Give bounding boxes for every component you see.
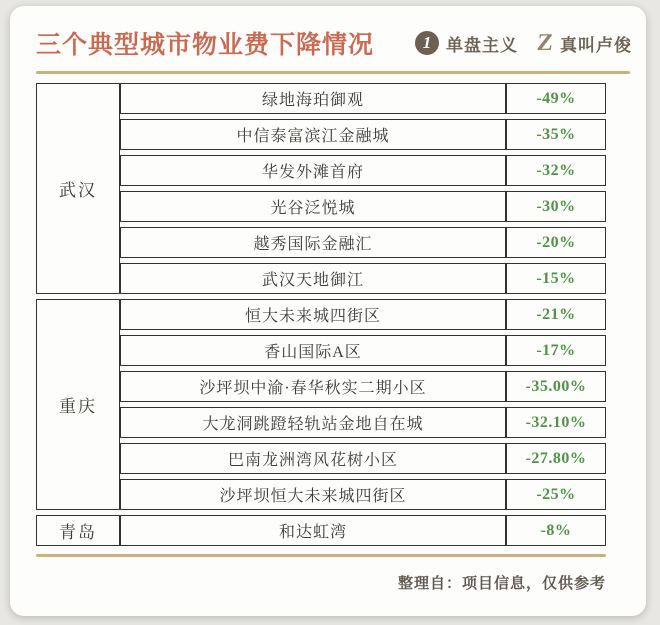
z-logo-icon: Z [535,30,555,56]
project-name-cell: 中信泰富滨江金融城 [120,119,506,150]
fee-change-cell: -32.10% [506,407,606,438]
project-name-cell: 沙坪坝恒大未来城四街区 [120,479,506,510]
table-row [36,191,606,222]
logo-zhenjiaolujun-label: 真叫卢俊 [560,35,632,55]
table-row [36,335,606,366]
project-name-cell: 绿地海珀御观 [120,83,506,114]
fee-change-cell: -32% [506,155,606,186]
fee-change-cell: -35.00% [506,371,606,402]
project-name-cell: 华发外滩首府 [120,155,506,186]
fee-table-body [36,83,606,546]
fee-table [36,78,606,551]
fee-change-cell: -17% [506,335,606,366]
project-name-cell: 恒大未来城四街区 [120,299,506,330]
table-row [36,119,606,150]
one-circle-icon: 1 [415,31,439,55]
table-row [36,299,606,330]
fee-change-cell: -25% [506,479,606,510]
table-container [10,74,646,551]
fee-change-cell: -15% [506,263,606,294]
table-row [36,515,606,546]
project-name-cell: 香山国际A区 [120,335,506,366]
fee-change-cell: -21% [506,299,606,330]
source-note: 整理自：项目信息，仅供参考 [397,575,606,592]
fee-change-cell: -30% [506,191,606,222]
city-cell: 重庆 [36,299,120,510]
project-name-cell: 越秀国际金融汇 [120,227,506,258]
project-name-cell: 大龙洞跳蹬轻轨站金地自在城 [120,407,506,438]
project-name-cell: 巴南龙洲湾风花树小区 [120,443,506,474]
city-cell: 武汉 [36,83,120,294]
page-title: 三个典型城市物业费下降情况 [36,31,375,59]
table-row [36,407,606,438]
fee-change-cell: -35% [506,119,606,150]
table-row [36,83,606,114]
table-row [36,443,606,474]
table-row [36,155,606,186]
table-row [36,371,606,402]
project-name-cell: 光谷泛悦城 [120,191,506,222]
infographic-card [10,6,646,616]
project-name-cell: 沙坪坝中渝·春华秋实二期小区 [120,371,506,402]
table-row [36,479,606,510]
table-row [36,227,606,258]
project-name-cell: 和达虹湾 [120,515,506,546]
header [10,21,646,71]
fee-change-cell: -27.80% [506,443,606,474]
city-cell: 青岛 [36,515,120,546]
gold-divider-bottom [36,554,606,557]
project-name-cell: 武汉天地御江 [120,263,506,294]
logo-area [415,31,632,56]
fee-change-cell: -8% [506,515,606,546]
fee-change-cell: -20% [506,227,606,258]
table-row [36,263,606,294]
fee-change-cell: -49% [506,83,606,114]
logo-danpanzhuyi-label: 单盘主义 [445,35,518,55]
